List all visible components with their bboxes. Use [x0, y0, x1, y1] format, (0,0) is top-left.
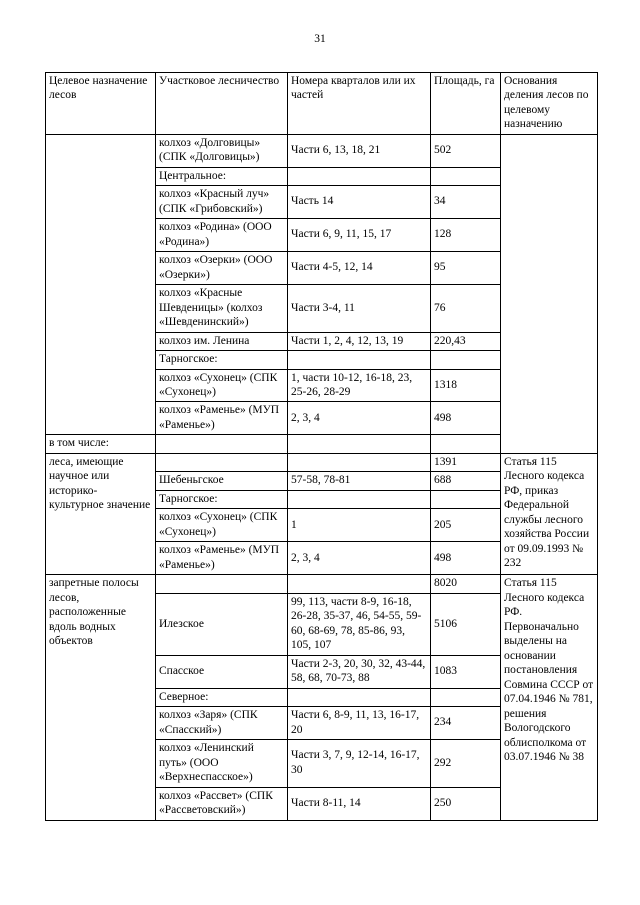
table-row: [46, 134, 598, 167]
quarters-cell: Части 3, 7, 9, 12-14, 16-17, 30: [288, 740, 431, 787]
area-cell: [431, 351, 501, 369]
area-cell: 205: [431, 509, 501, 542]
forestry-group-cell: Тарногское:: [156, 351, 288, 369]
quarters-cell: Части 1, 2, 4, 12, 13, 19: [288, 332, 431, 350]
area-cell: 234: [431, 707, 501, 740]
quarters-cell: 2, 3, 4: [288, 402, 431, 435]
column-header: Целевое назначение лесов: [46, 72, 156, 134]
quarters-cell: [288, 688, 431, 706]
subtotal-label-cell: в том числе:: [46, 435, 156, 453]
forest-purpose-table: [45, 72, 598, 821]
area-cell: 502: [431, 134, 501, 167]
quarters-cell: [288, 575, 431, 593]
area-cell: 8020: [431, 575, 501, 593]
table-body: [46, 134, 598, 820]
quarters-cell: 57-58, 78-81: [288, 472, 431, 490]
quarters-cell: 99, 113, части 8-9, 16-18, 26-28, 35-37, 46, 54-55, 59-60, 68-69, 78, 85-86, 93, 105, 107: [288, 593, 431, 655]
table-header-row: [46, 72, 598, 134]
area-cell: 498: [431, 402, 501, 435]
quarters-cell: Части 3-4, 11: [288, 285, 431, 332]
forestry-cell: Спасское: [156, 655, 288, 688]
column-header: Участковое лесничество: [156, 72, 288, 134]
area-cell: 1391: [431, 453, 501, 471]
quarters-cell: [288, 490, 431, 508]
forestry-group-cell: Центральное:: [156, 167, 288, 185]
quarters-cell: Части 8-11, 14: [288, 787, 431, 820]
quarters-cell: [288, 167, 431, 185]
basis-cell: Статья 115 Лесного кодекса РФ, приказ Федеральной службы лесного хозяйства России от 09.09.1993 № 232: [501, 453, 598, 574]
quarters-cell: 1: [288, 509, 431, 542]
quarters-cell: 1, части 10-12, 16-18, 23, 25-26, 28-29: [288, 369, 431, 402]
area-cell: 292: [431, 740, 501, 787]
area-cell: 34: [431, 186, 501, 219]
area-cell: [431, 167, 501, 185]
column-header: Площадь, га: [431, 72, 501, 134]
forestry-cell: колхоз «Озерки» (ООО «Озерки»): [156, 252, 288, 285]
forestry-cell: Шебеньгское: [156, 472, 288, 490]
forestry-group-cell: Северное:: [156, 688, 288, 706]
table-row: [46, 453, 598, 471]
quarters-cell: Часть 14: [288, 186, 431, 219]
area-cell: [431, 490, 501, 508]
forestry-cell: колхоз «Сухонец» (СПК «Сухонец»): [156, 509, 288, 542]
forestry-cell: колхоз «Красные Шевденицы» (колхоз «Шевденинский»): [156, 285, 288, 332]
forestry-cell: [156, 435, 288, 453]
area-cell: 1318: [431, 369, 501, 402]
area-cell: 5106: [431, 593, 501, 655]
purpose-cell: леса, имеющие научное или историко-культурное значение: [46, 453, 156, 574]
forestry-cell: колхоз им. Ленина: [156, 332, 288, 350]
area-cell: 76: [431, 285, 501, 332]
forestry-cell: Илезское: [156, 593, 288, 655]
column-header: Номера кварталов или их частей: [288, 72, 431, 134]
area-cell: 498: [431, 542, 501, 575]
column-header: Основания деления лесов по целевому назначению: [501, 72, 598, 134]
forestry-cell: [156, 453, 288, 471]
quarters-cell: Части 4-5, 12, 14: [288, 252, 431, 285]
quarters-cell: [288, 435, 431, 453]
quarters-cell: 2, 3, 4: [288, 542, 431, 575]
table-row: [46, 575, 598, 593]
basis-cell-continued: [501, 134, 598, 453]
forestry-cell: колхоз «Красный луч» (СПК «Грибовский»): [156, 186, 288, 219]
area-cell: 128: [431, 219, 501, 252]
area-cell: 688: [431, 472, 501, 490]
forestry-group-cell: Тарногское:: [156, 490, 288, 508]
quarters-cell: Части 6, 8-9, 11, 13, 16-17, 20: [288, 707, 431, 740]
forestry-cell: колхоз «Раменье» (МУП «Раменье»): [156, 402, 288, 435]
page-number: 31: [314, 33, 326, 45]
quarters-cell: [288, 351, 431, 369]
area-cell: 220,43: [431, 332, 501, 350]
forestry-cell: колхоз «Родина» (ООО «Родина»): [156, 219, 288, 252]
table-head: [46, 72, 598, 134]
forestry-cell: колхоз «Долговицы» (СПК «Долговицы»): [156, 134, 288, 167]
basis-cell: Статья 115 Лесного кодекса РФ. Первоначально выделены на основании постановления Совмина СССР от 07.04.1946 № 781, решения Вологодского облисполкома от 03.07.1946 № 38: [501, 575, 598, 820]
forestry-cell: колхоз «Раменье» (МУП «Раменье»): [156, 542, 288, 575]
quarters-cell: Части 6, 9, 11, 15, 17: [288, 219, 431, 252]
area-cell: 95: [431, 252, 501, 285]
quarters-cell: Части 6, 13, 18, 21: [288, 134, 431, 167]
forestry-cell: [156, 575, 288, 593]
quarters-cell: Части 2-3, 20, 30, 32, 43-44, 58, 68, 70-73, 88: [288, 655, 431, 688]
purpose-cell: запретные полосы лесов, расположенные вдоль водных объектов: [46, 575, 156, 820]
area-cell: 250: [431, 787, 501, 820]
quarters-cell: [288, 453, 431, 471]
area-cell: [431, 688, 501, 706]
area-cell: 1083: [431, 655, 501, 688]
forestry-cell: колхоз «Заря» (СПК «Спасский»): [156, 707, 288, 740]
forestry-cell: колхоз «Ленинский путь» (ООО «Верхнеспасское»): [156, 740, 288, 787]
forestry-cell: колхоз «Сухонец» (СПК «Сухонец»): [156, 369, 288, 402]
area-cell: [431, 435, 501, 453]
purpose-cell-continued: [46, 134, 156, 435]
forestry-cell: колхоз «Рассвет» (СПК «Рассветовский»): [156, 787, 288, 820]
